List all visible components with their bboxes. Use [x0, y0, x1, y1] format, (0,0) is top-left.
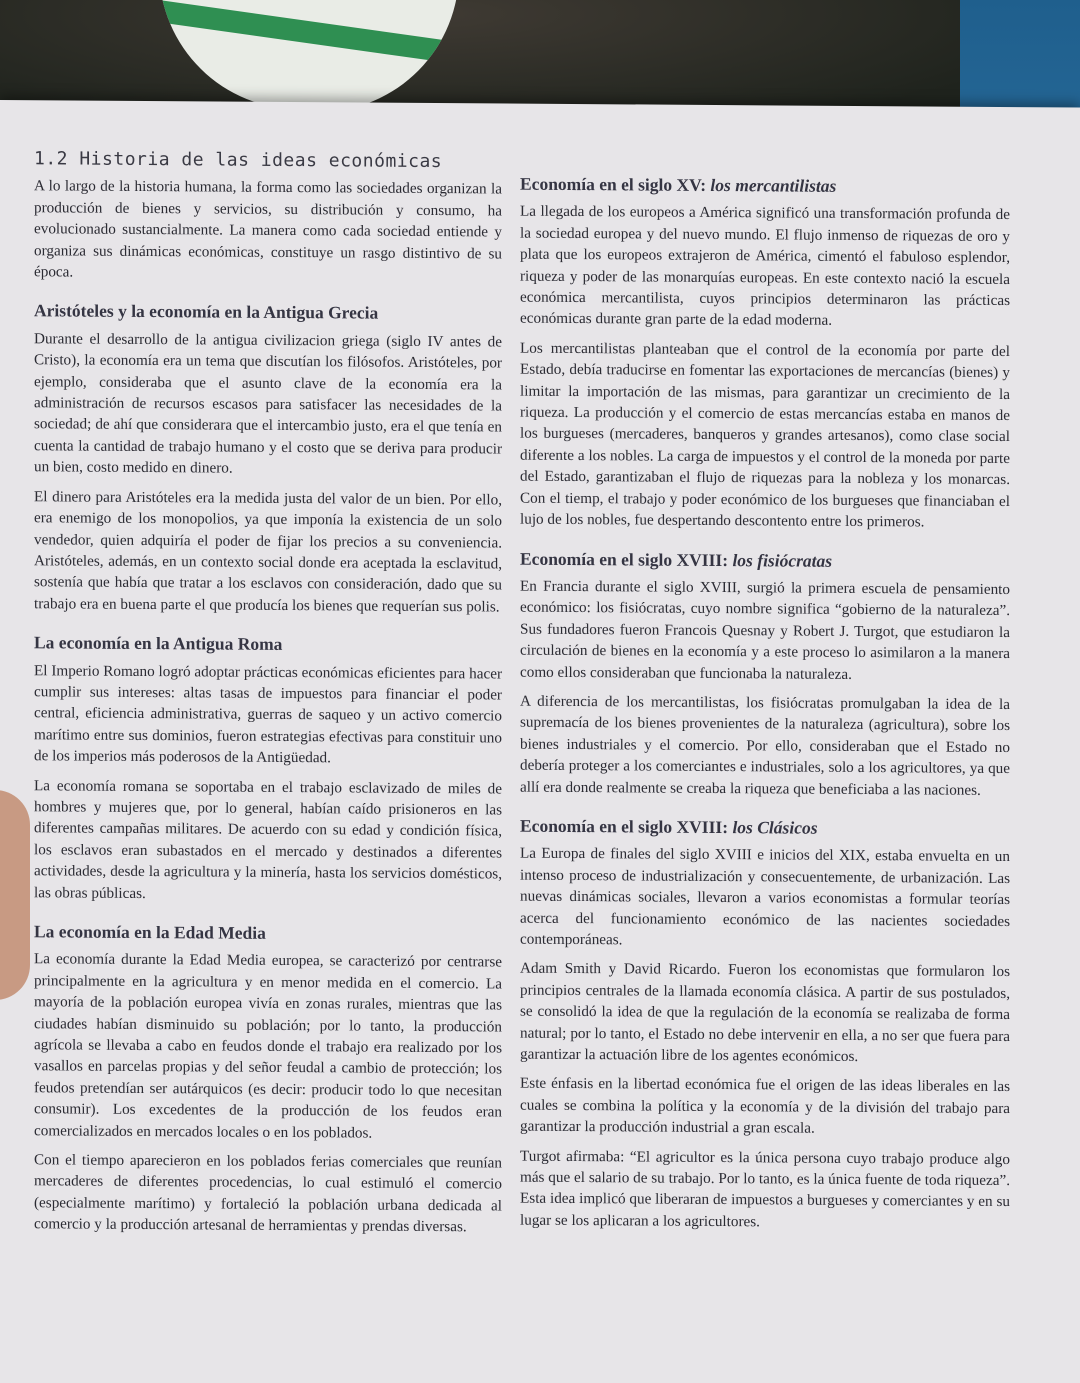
section-title-prefix: Economía en el siglo XVIII:	[520, 815, 733, 838]
intro-paragraph: A lo largo de la historia humana, la forma como las sociedades organizan la producción de bienes y servicios, su distribución y consumo, ha evolucionado sustancialmente. La manera como cada sociedad entiende y organiza sus dinámicas económicas, constituye un rasgo distintivo de su época.	[34, 177, 502, 281]
right-column	[520, 174, 1010, 1243]
section-title-italic: los mercantilistas	[710, 174, 837, 196]
paragraph: A diferencia de los mercantilistas, los fisiócratas promulgaban la idea de la supremacía de los bienes provenientes de la naturaleza (agricultura), sobre los bienes industriales y el comercio. Por ello, consideraban que el Estado no debería proteger a los comerciantes e industriales, solo a los agricultores, ya que allí era donde realmente se creaba la riqueza que beneficiaba a las naciones.	[520, 692, 1010, 799]
paragraph: Los mercantilistas planteaban que el control de la economía por parte del Estado, debía traducirse en fomentar las exportaciones de mercancías (bienes) y limitar la importación de las mismas, para garantizar un crecimiento de la riqueza. La producción y el comercio de estas mercancías estaba en manos de los burgueses (mercaderes, banqueros y grandes artesanos), como clase social diferente a los nobles. La carga de impuestos y el control de la moneda por parte del Estado, garantizaban el flujo de riquezas para la nobleza y los monarcas. Con el tiemp, el trabajo y poder económico de los burgueses que financiaban el lujo de los nobles, fue despertando descontento entre los primeros.	[520, 339, 1010, 531]
paragraph: El dinero para Aristóteles era la medida justa del valor de un bien. Por ello, era enemigo de los monopolios, ya que imponía la existencia de un solo vendedor, quien adquiría el poder de fijar los precios a su conveniencia. Aristóteles, además, en un contexto social donde era aceptada la esclavitud, sostenía que había que tratar a los esclavos con consideración, dado que su trabajo era en buena parte el que producía los bienes que requerían sus polis.	[34, 487, 502, 616]
section-title-prefix: Economía en el siglo XVIII:	[520, 548, 733, 570]
section-title-italic: los fisiócratas	[732, 549, 833, 571]
paragraph: Con el tiempo aparecieron en los poblados ferias comerciales que reunían mercaderes de diferentes procedencias, lo cual estimuló el comercio (especialmente marítimo) y fortaleció la población urbana dedicada al comercio y la producción artesanal de herramientas y prendas diversas.	[34, 1151, 502, 1236]
section-title-prefix: Economía en el siglo XV:	[520, 173, 711, 195]
section-title-italic: los Clásicos	[732, 817, 818, 838]
left-column	[34, 148, 502, 1246]
paragraph: El Imperio Romano logró adoptar prácticas económicas eficientes para hacer cumplir sus intereses: altas tasas de impuestos para financiar el poder central, eficiencia administrativa, guerras de saqueo y un activo comercio marítimo entre sus dominios, fueron estrategias efectivas para constituir uno de los imperios más poderosos de la Antigüedad.	[34, 661, 502, 767]
section-title-roma: La economía en la Antigua Roma	[34, 632, 283, 655]
paragraph: Durante el desarrollo de la antigua civilizacion griega (siglo IV antes de Cristo), la economía era un tema que discutían los filósofos. Aristóteles, por ejemplo, consideraba que el asunto clave de la economía era la administración de recursos escasos para satisfacer las necesidades de la sociedad; de ahí que considerara que el intercambio justo, era el que tenía en cuenta la cantidad de trabajo humano y el costo que se deriva para producir un bien, costo medido en dinero.	[34, 330, 502, 477]
paragraph: La economía romana se soportaba en el trabajo esclavizado de miles de hombres y mujeres que, por lo general, habían caído prisioneros en las diferentes campañas militares. De acuerdo con su edad y condición física, los esclavos eran subastados en el mercado y destinados a diferentes actividades, desde la agricultura y la minería, hasta los servicios domésticos, las obras públicas.	[34, 776, 502, 902]
paragraph: En Francia durante el siglo XVIII, surgió la primera escuela de pensamiento económico: los fisiócratas, cuyo nombre significa “gobierno de la naturaleza”. Sus fundadores fueron Francois Quesnay y Robert J. Turgot, que estudiaron la circulación de bienes en la economía y a este proceso lo asimilaron a la manera como ellos consideraban que funcionaba la naturaleza.	[520, 577, 1010, 683]
printed-page	[0, 100, 1080, 1383]
section-title-siglo-xv	[520, 174, 1010, 199]
sock-stripe	[150, 0, 450, 63]
paragraph: La llegada de los europeos a América significó una transformación profunda de la sociedad europea y del nuevo mundo. El flujo inmenso de riquezas de oro y plata que los europeos extrajeron de América, cimentó el fabuloso esplendor, riqueza y poder de las monarquías europeas. En este contexto nació la escuela económica mercantilista, cuyos principios determinaron las prácticas económicas durante gran parte de la edad moderna.	[520, 203, 1010, 330]
section-title-edad-media: La economía en la Edad Media	[34, 921, 266, 943]
section-title-grecia: Aristóteles y la economía en la Antigua Grecia	[34, 300, 379, 324]
paragraph: Turgot afirmaba: “El agricultor es la única persona cuyo trabajo produce algo más que el salario de su trabajo. Por lo tanto, es la única fuente de toda riqueza”. Esta idea implicó que liberaran de impuestos a burgueses y comerciantes y en su lugar se los aplicaran a los agricultores.	[520, 1147, 1010, 1231]
section-title-clasicos	[520, 816, 1010, 841]
page-title: 1.2 Historia de las ideas económicas	[34, 148, 443, 173]
holding-finger	[0, 790, 30, 1000]
paragraph: La Europa de finales del siglo XVIII e inicios del XIX, estaba envuelta en un intenso proceso de industrialización y consecuentemente, de urbanización. Las nuevas dinámicas sociales, llevaron a varios economistas a formular teorías acerca del funcionamiento económico de las nacientes sociedades contemporáneas.	[520, 845, 1010, 949]
paragraph: La economía durante la Edad Media europea, se caracterizó por centrarse principalmente en la agricultura y en menor medida en el comercio. La mayoría de la población europea vivía en zonas rurales, mientras que las ciudades habían disminuido su población; por lo tanto, la producción agrícola se llevaba a cabo en feudos donde el trabajo era realizado por los vasallos en parcelas propias y del señor feudal a cambio de protección; los feudos pretendían ser autárquicos (es decir: producir todo lo que necesitan consumir). Los excedentes de la producción de los feudos eran comercializados en mercados locales o en los poblados.	[34, 950, 502, 1142]
paragraph: Este énfasis en la libertad económica fue el origen de las ideas liberales en las cuales se combina la política y la economía y de la división del trabajo para garantizar la producción industrial a gran escala.	[520, 1075, 1010, 1137]
section-title-fisiocratas	[520, 548, 1010, 573]
paragraph: Adam Smith y David Ricardo. Fueron los economistas que formularon los principios centrales de la llamada economía clásica. A partir de sus postulados, se consolidó la idea de que la regulación de la economía se realizaba de forma natural; por lo tanto, el Estado no debe intervenir en ella, a no ser que fuera para garantizar la actuación libre de los agentes económicos.	[520, 960, 1010, 1066]
